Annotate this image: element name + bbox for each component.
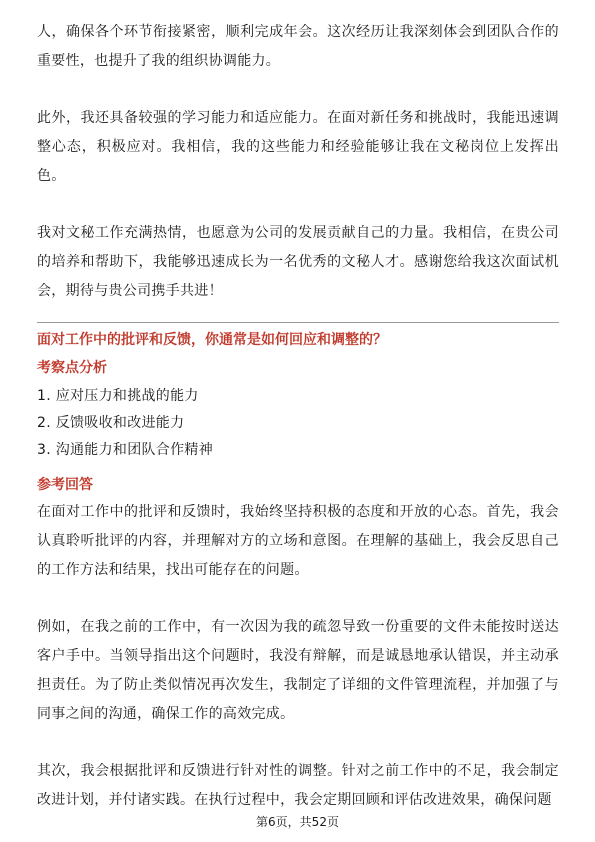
list-item: 1. 应对压力和挑战的能力: [37, 388, 199, 404]
intro-paragraph-2: 此外，我还具备较强的学习能力和适应能力。在面对新任务和挑战时，我能迅速调整心态，积极应对。我相信，我的这些能力和经验能够让我在文秘岗位上发挥出色。: [37, 110, 559, 184]
paragraph-gap: [37, 585, 559, 613]
answer-paragraph-2: 例如，在我之前的工作中，有一次因为我的疏忽导致一份重要的文件未能按时送达客户手中。当领导指出这个问题时，我没有辩解，而是诚恳地承认错误，并主动承担责任。为了防止类似情况再次发生，我制定了详细的文件管理流程，并加强了与同事之间的沟通，确保工作的高效完成。: [37, 619, 559, 722]
answer-paragraph-3: 其次，我会根据批评和反馈进行针对性的调整。针对之前工作中的不足，我会制定改进计划，并付诸实践。在执行过程中，我会定期回顾和评估改进效果，确保问题: [37, 763, 559, 808]
paragraph-gap: [37, 191, 559, 219]
analysis-list: [37, 383, 559, 464]
intro-paragraph-3: 我对文秘工作充满热情，也愿意为公司的发展贡献自己的力量。我相信，在贵公司的培养和帮助下，我能够迅速成长为一名优秀的文秘人才。感谢您给我这次面试机会，期待与贵公司携手共进！: [37, 225, 559, 299]
intro-paragraph-1: 人，确保各个环节衔接紧密，顺利完成年会。这次经历让我深刻体会到团队合作的重要性，也提升了我的组织协调能力。: [37, 24, 559, 69]
section-divider: [37, 322, 559, 323]
page-number: 第6页，共52页: [256, 815, 339, 829]
answer-heading: 参考回答: [37, 477, 93, 493]
paragraph-gap: [37, 76, 559, 104]
list-item: 2. 反馈吸收和改进能力: [37, 415, 185, 431]
question-title: 面对工作中的批评和反馈，你通常是如何回应和调整的？: [37, 332, 387, 348]
page-content: [37, 18, 559, 815]
paragraph-gap: [37, 729, 559, 757]
analysis-heading: 考察点分析: [37, 360, 107, 376]
answer-paragraph-1: 在面对工作中的批评和反馈时，我始终坚持积极的态度和开放的心态。首先，我会认真聆听批评的内容，并理解对方的立场和意图。在理解的基础上，我会反思自己的工作方法和结果，找出可能存在的问题。: [37, 504, 559, 578]
list-item: 3. 沟通能力和团队合作精神: [37, 442, 214, 458]
